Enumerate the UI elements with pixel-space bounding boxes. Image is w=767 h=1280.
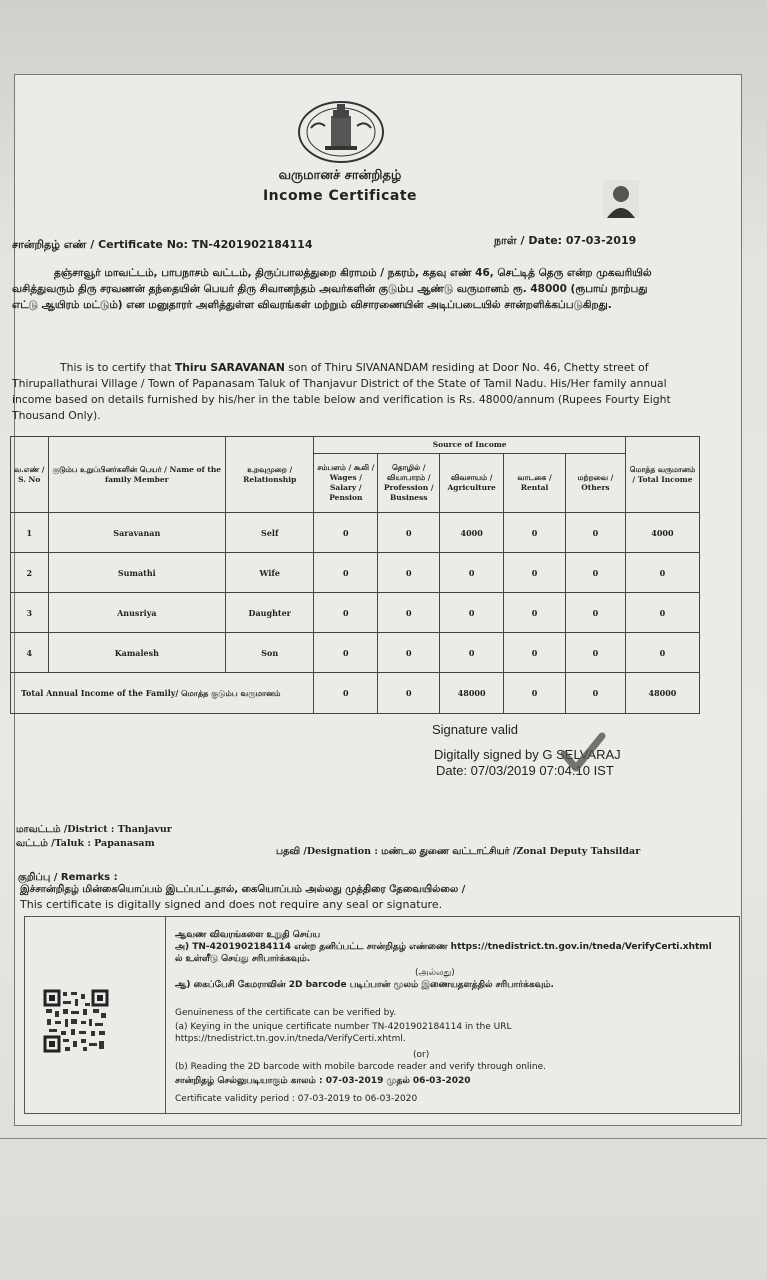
verify-option-a-english: (a) Keying in the unique certificate number TN-4201902184114 in the URL https://tnedistrict.tn.gov.in/tneda/VerifyCerti.xhtml. (175, 1022, 512, 1044)
checkmark-icon (560, 730, 606, 776)
certificate-date: நாள் / Date: 07-03-2019 (494, 234, 637, 247)
remarks-label: குறிப்பு / Remarks : (18, 872, 118, 883)
verify-or-english: (or) (413, 1050, 430, 1060)
verify-or-tamil: (அல்லது) (415, 968, 455, 978)
cell-relationship: Son (226, 633, 314, 673)
cell-rental: 0 (504, 553, 566, 593)
applicant-name: Thiru SARAVANAN (174, 361, 285, 374)
cell-wages: 0 (314, 513, 378, 553)
cell-others: 0 (566, 553, 626, 593)
header-agriculture: விவசாயம் / Agriculture (440, 454, 504, 513)
signature-date: Date: 07/03/2019 07:04:10 IST (436, 763, 614, 778)
cell-sno: 3 (11, 593, 49, 633)
body-paragraph-tamil: தஞ்சாவூர் மாவட்டம், பாபநாசம் வட்டம், திருப்பாலத்துறை கிராமம் / நகரம், கதவு எண் 46, செட்டித் தெரு என்ற முகவரியில் வசித்துவரும் திரு சரவணன் தந்தையின் பெயர் திரு சிவானந்தம் அவர்களின் குடும்ப ஆண்டு வருமானம் ரூ. 48000 (ரூபாய் நாற்பது எட்டு ஆயிரம் மட்டும்) என மனுதாரர் அளித்துள்ள விவரங்கள் மற்றும் விசாரணையின் அடிப்படையில் சான்றளிக்கப்படுகிறது. (12, 267, 652, 311)
cell-profession: 0 (378, 593, 440, 633)
cell-agriculture: 4000 (440, 513, 504, 553)
header-source: Source of Income (314, 437, 625, 454)
cell-total: 0 (625, 633, 699, 673)
cell-agriculture: 0 (440, 633, 504, 673)
header-wages: சம்பளம் / கூலி / Wages / Salary / Pension (314, 454, 378, 513)
cell-agriculture: 0 (440, 553, 504, 593)
cell-wages: 0 (314, 673, 378, 714)
taluk-line: வட்டம் /Taluk : Papanasam (16, 838, 155, 849)
cell-wages: 0 (314, 553, 378, 593)
header-others: மற்றவை / Others (566, 454, 626, 513)
header-sno: வ.எண் / S. No (11, 437, 49, 513)
verify-heading-tamil: ஆவண விவரங்களை உறுதி செய்ய (175, 930, 321, 940)
cell-name: Saravanan (48, 513, 226, 553)
table-row (11, 633, 700, 673)
cell-agriculture: 0 (440, 593, 504, 633)
cell-relationship: Self (226, 513, 314, 553)
body-paragraph-english: This is to certify that Thiru SARAVANAN son of Thiru SIVANANDAM residing at Door No. 46, Chetty street of Thirupallathurai Village / Town of Papanasam Taluk of Thanjavur District of the State of Tamil Nadu. His/Her family annual income based on details furnished by his/her in the table below and verification is Rs. 48000/annum (Rupees Fourty Eight Thousand Only). (12, 361, 671, 422)
table-row (11, 513, 700, 553)
cell-relationship: Wife (226, 553, 314, 593)
cell-name: Kamalesh (48, 633, 226, 673)
family-income-table (10, 436, 700, 714)
cell-total: 0 (625, 593, 699, 633)
verification-box (24, 916, 740, 1114)
cell-wages: 0 (314, 633, 378, 673)
signature-valid-label: Signature valid (432, 722, 518, 737)
verify-option-b-tamil: ஆ) கைப்பேசி கேமராவின் 2D barcode படிப்பான் மூலம் இணையதளத்தில் சரிபார்க்கவும். (175, 980, 554, 990)
cell-total: 0 (625, 553, 699, 593)
header-relationship: உறவுமுறை / Relationship (226, 437, 314, 513)
validity-english: Certificate validity period : 07-03-2019 to 06-03-2020 (175, 1094, 418, 1104)
header-total: மொத்த வருமானம் / Total Income (625, 437, 699, 513)
cell-name: Anusriya (48, 593, 226, 633)
cell-sno: 1 (11, 513, 49, 553)
divider-line (0, 1138, 767, 1139)
signature-signer: Digitally signed by G SELVARAJ (434, 747, 621, 762)
total-label: Total Annual Income of the Family/ மொத்த குடும்ப வருமானம் (11, 673, 314, 714)
verification-divider (165, 917, 166, 1113)
header-rental: வாடகை / Rental (504, 454, 566, 513)
cell-rental: 0 (504, 593, 566, 633)
cell-total: 48000 (625, 673, 699, 714)
cell-agriculture: 48000 (440, 673, 504, 714)
cell-others: 0 (566, 593, 626, 633)
cell-sno: 4 (11, 633, 49, 673)
cell-profession: 0 (378, 513, 440, 553)
total-row (11, 673, 700, 714)
verify-option-b-english: (b) Reading the 2D barcode with mobile barcode reader and verify through online. (175, 1062, 547, 1072)
header-name: குடும்ப உறுப்பினர்களின் பெயர் / Name of the family Member (48, 437, 226, 513)
cell-others: 0 (566, 633, 626, 673)
cell-rental: 0 (504, 633, 566, 673)
cell-rental: 0 (504, 513, 566, 553)
title-english: Income Certificate (262, 188, 418, 204)
verify-heading-english: Genuineness of the certificate can be verified by. (175, 1008, 397, 1018)
cell-total: 4000 (625, 513, 699, 553)
designation-line: பதவி /Designation : மண்டல துணை வட்டாட்சியர் /Zonal Deputy Tahsildar (276, 846, 641, 857)
district-line: மாவட்டம் /District : Thanjavur (16, 824, 172, 835)
cell-others: 0 (566, 673, 626, 714)
remarks-english: This certificate is digitally signed and does not require any seal or signature. (20, 898, 443, 911)
cell-others: 0 (566, 513, 626, 553)
cell-profession: 0 (378, 673, 440, 714)
cell-relationship: Daughter (226, 593, 314, 633)
validity-tamil: சான்றிதழ் செல்லுபடியாகும் காலம் : 07-03-2019 முதல் 06-03-2020 (175, 1076, 471, 1086)
header-profession: தொழில் / வியாபாரம் / Profession / Business (378, 454, 440, 513)
qr-code-icon (43, 989, 109, 1053)
cell-profession: 0 (378, 553, 440, 593)
remarks-tamil: இச்சான்றிதழ் மின்கையொப்பம் இடப்பட்டதால், கையொப்பம் அல்லது முத்திரை தேவையில்லை / (20, 884, 466, 895)
cell-profession: 0 (378, 633, 440, 673)
cell-sno: 2 (11, 553, 49, 593)
cell-wages: 0 (314, 593, 378, 633)
certificate-number: சான்றிதழ் எண் / Certificate No: TN-4201902184114 (12, 238, 313, 251)
table-row (11, 553, 700, 593)
cell-rental: 0 (504, 673, 566, 714)
title-tamil: வருமானச் சான்றிதழ் (278, 168, 402, 183)
verify-option-a-tamil: அ) TN-4201902184114 என்ற தனிப்பட்ட சான்றிதழ் எண்ணை https://tnedistrict.tn.gov.in/tneda/VerifyCerti.xhtml ல் உள்ளீடு செய்து சரிபார்க்கவும். (175, 942, 712, 964)
table-row (11, 593, 700, 633)
tamilnadu-emblem-icon (297, 100, 385, 166)
cell-name: Sumathi (48, 553, 226, 593)
